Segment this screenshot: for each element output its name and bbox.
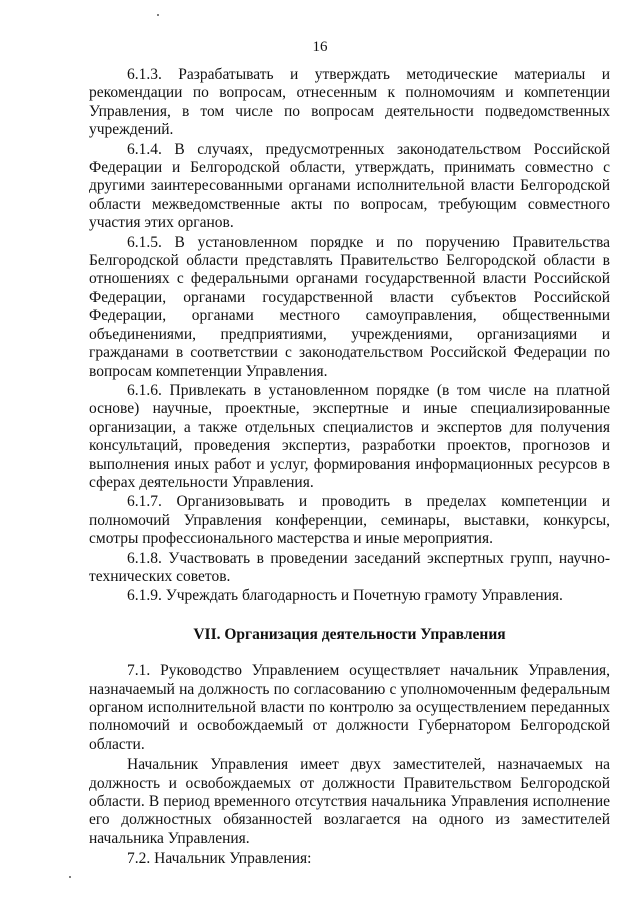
document-body [89, 66, 610, 869]
paragraph-6-1-8: 6.1.8. Участвовать в проведении заседаний экспертных групп, научно-технических советов. [89, 549, 610, 585]
scan-speck-bottom [69, 876, 71, 878]
paragraph-6-1-9: 6.1.9. Учреждать благодарность и Почетную грамоту Управления. [127, 587, 563, 605]
paragraph-7-2: 7.2. Начальник Управления: [127, 850, 312, 868]
paragraph-6-1-3: 6.1.3. Разрабатывать и утверждать методические материалы и рекомендации по вопросам, отнесенным к полномочиям и компетенции Управления, в том числе по вопросам деятельности подведомственных учреждений. [89, 66, 610, 139]
scan-speck-top [157, 14, 159, 16]
paragraph-6-1-7: 6.1.7. Организовывать и проводить в пределах компетенции и полномочий Управления конференции, семинары, выставки, конкурсы, смотры профессионального мастерства и иные мероприятия. [89, 493, 610, 548]
paragraph-6-1-5: 6.1.5. В установленном порядке и по поручению Правительства Белгородской области представлять Правительство Белгородской области в отношениях с федеральными органами государственной власти Российской Федерации, органами государственной власти субъектов Российской Федерации, органами местного самоуправления, общественными объединениями, предприятиями, учреждениями, организациями и гражданами в соответствии с законодательством Российской Федерации по вопросам компетенции Управления. [89, 233, 610, 380]
paragraph-6-1-4: 6.1.4. В случаях, предусмотренных законодательством Российской Федерации и Белгородской области, утверждать, принимать совместно с другими заинтересованными органами исполнительной власти Белгородской области межведомственные акты по вопросам, требующим совместного участия этих органов. [89, 140, 610, 232]
paragraph-deputies: Начальник Управления имеет двух заместителей, назначаемых на должность и освобождаемых от должности Правительством Белгородской области. В период временного отсутствия начальника Управления исполнение его должностных обязанностей возлагается на одного из заместителей начальника Управления. [89, 756, 610, 847]
page-number: 16 [312, 39, 328, 55]
paragraph-6-1-6: 6.1.6. Привлекать в установленном порядке (в том числе на платной основе) научные, проектные, экспертные и иные специализированные организации, а также отдельных специалистов и экспертов для получения консультаций, проведения экспертиз, разработки проектов, прогнозов и выполнения иных работ и услуг, формирования информационных ресурсов в сферах деятельности Управления. [89, 381, 610, 491]
section-heading: VII. Организация деятельности Управления [193, 625, 506, 643]
paragraph-7-1: 7.1. Руководство Управлением осуществляет начальник Управления, назначаемый на должность по согласованию с уполномоченным федеральным органом исполнительной власти по контролю за осуществлением переданных полномочий и освобождаемый от должности Губернатором Белгородской области. [89, 662, 610, 753]
